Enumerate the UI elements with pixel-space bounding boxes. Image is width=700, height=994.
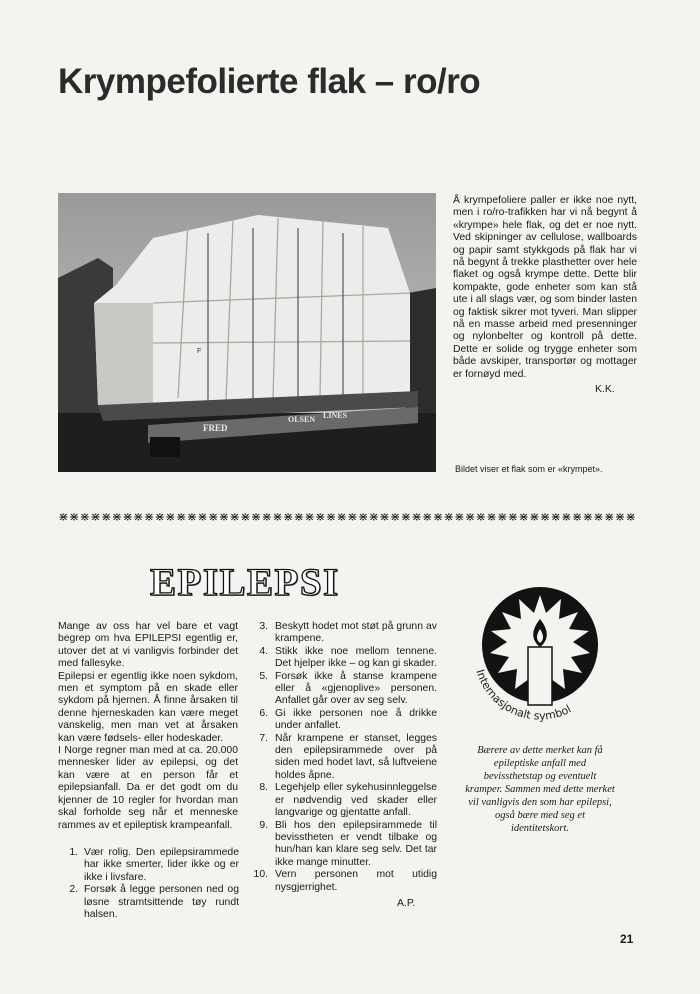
article-paragraph: Å krympefoliere paller er ikke noe nytt, men i ro/ro-trafikken har vi nå begynt å «krympe» hele flak, og det er noe nytt. Ved skipninger av cellulose, wallboards og papir samt stykkgods på flak har vi nå begynt å trekke plasthetter over hele flaket og også krympe dette. Dette blir kompakte, gode enheter som kan stå ute i all slags vær, og som binder lasten og faktisk sikrer mot tyveri. Man slipper nå en masse arbeid med presenninger og nylonbelter og kontroll på dette. Dette er solide og trygge enheter som både avskiper, transportør og mottager er fornøyd med. [453, 195, 637, 380]
article-signature: K.K. [595, 384, 615, 395]
rule-number: 4. [259, 645, 268, 657]
rule-number: 10. [253, 869, 268, 881]
rule-number: 7. [259, 732, 268, 744]
epilepsi-intro [58, 621, 238, 832]
rule-text: Forsøk ikke å stanse krampene eller å «gjenoplive» personen. Anfallet går over av seg selv. [275, 670, 437, 707]
article-title: Krympefolierte flak – ro/ro [58, 62, 481, 101]
rule-number: 9. [259, 819, 268, 831]
rule-number: 2. [69, 884, 78, 896]
epilepsy-symbol-candle-icon [465, 585, 615, 745]
rule-item [252, 869, 437, 894]
rule-item [58, 884, 239, 921]
rule-number: 3. [259, 621, 268, 632]
pallet-label: F [197, 348, 202, 355]
flatbed-text-olsen: OLSEN [288, 415, 316, 424]
epilepsi-title: EPILEPSI [150, 561, 340, 604]
rule-text: Stikk ikke noe mellom tennene. Det hjelper ikke – og kan gi skader. [275, 645, 437, 670]
rules-list-part1 [58, 847, 239, 921]
rule-text: Forsøk å legge personen ned og løsne stramtsittende tøy rundt halsen. [84, 884, 239, 921]
rule-item [252, 646, 437, 671]
rule-number: 6. [259, 707, 268, 719]
shrink-wrapped-flatbed-photo [58, 193, 436, 472]
rule-item [252, 671, 437, 708]
flatbed-text-lines: LINES [323, 411, 348, 420]
rule-item [252, 621, 437, 646]
intro-paragraph: I Norge regner man med at ca. 20.000 mennesker lider av epilepsi, og det kan være at en person får et epilepsianfall. Da er det godt om du kjenner de 10 regler for hvordan man skal forholde seg når et menneske rammes av et epileptisk krampeanfall. [58, 745, 238, 831]
flatbed-text-fred: FRED [203, 423, 228, 433]
rule-text: Vær rolig. Den epilepsirammede har ikke smerter, lider ikke og er ikke i livsfare. [84, 847, 239, 883]
intro-paragraph: Epilepsi er egentlig ikke noen sykdom, men et symptom på en skade eller sykdom på hjernen. Å finne årsaken til denne hjerneskaden kan være meget vanskelig, men man vet at årsaken kan være fødsels- eller hodeskader. [58, 670, 238, 744]
separator-glyphs: ⋇⋇⋇⋇⋇⋇⋇⋇⋇⋇⋇⋇⋇⋇⋇⋇⋇⋇⋇⋇⋇⋇⋇⋇⋇⋇⋇⋇⋇⋇⋇⋇⋇⋇⋇⋇⋇⋇⋇⋇⋇⋇⋇⋇⋇⋇⋇⋇⋇⋇⋇⋇⋇⋇ [58, 510, 636, 522]
rule-number: 5. [259, 670, 268, 682]
rule-number: 8. [259, 782, 268, 794]
rule-item [252, 782, 437, 819]
page-number: 21 [620, 932, 634, 946]
rule-text: Beskytt hodet mot støt på grunn av krampene. [275, 621, 437, 645]
rule-number: 1. [69, 847, 78, 858]
article-body [453, 195, 637, 381]
decorative-separator [58, 510, 638, 522]
photo-caption: Bildet viser et flak som er «krympet». [455, 464, 603, 474]
rule-text: Bli hos den epilepsirammede til bevisstheten er vendt tilbake og hun/han kan klare seg selv. Det tar ikke mange minutter. [275, 819, 437, 868]
rule-text: Vern personen mot utidig nysgjerrighet. [275, 869, 437, 893]
rule-item [252, 820, 437, 870]
symbol-label-path: Internasjonalt symbol [473, 667, 574, 723]
rules-list-part2 [252, 621, 437, 894]
rule-text: Når krampene er stanset, legges den epilepsirammede over på siden med hodet lavt, så luftveiene holdes åpne. [275, 732, 437, 781]
symbol-explanation: Bærere av dette merket kan få epileptiske anfall med bevissthetstap og eventuelt kramper. Sammen med dette merket vil vanligvis den som har epilepsi, også bære med seg et identitetskort. [465, 745, 615, 834]
rule-item [252, 733, 437, 783]
epilepsi-signature: A.P. [397, 898, 416, 909]
rule-item [252, 708, 437, 733]
intro-paragraph: Mange av oss har vel bare et vagt begrep om hva EPILEPSI egentlig er, utover det at vi vanligvis forbinder det med fallesyke. [58, 621, 238, 670]
rule-text: Gi ikke personen noe å drikke under anfallet. [275, 707, 437, 732]
rule-text: Legehjelp eller sykehusinnleggelse er nødvendig ved skader eller langvarige og gjentatte anfall. [275, 782, 437, 819]
rule-item [58, 847, 239, 884]
